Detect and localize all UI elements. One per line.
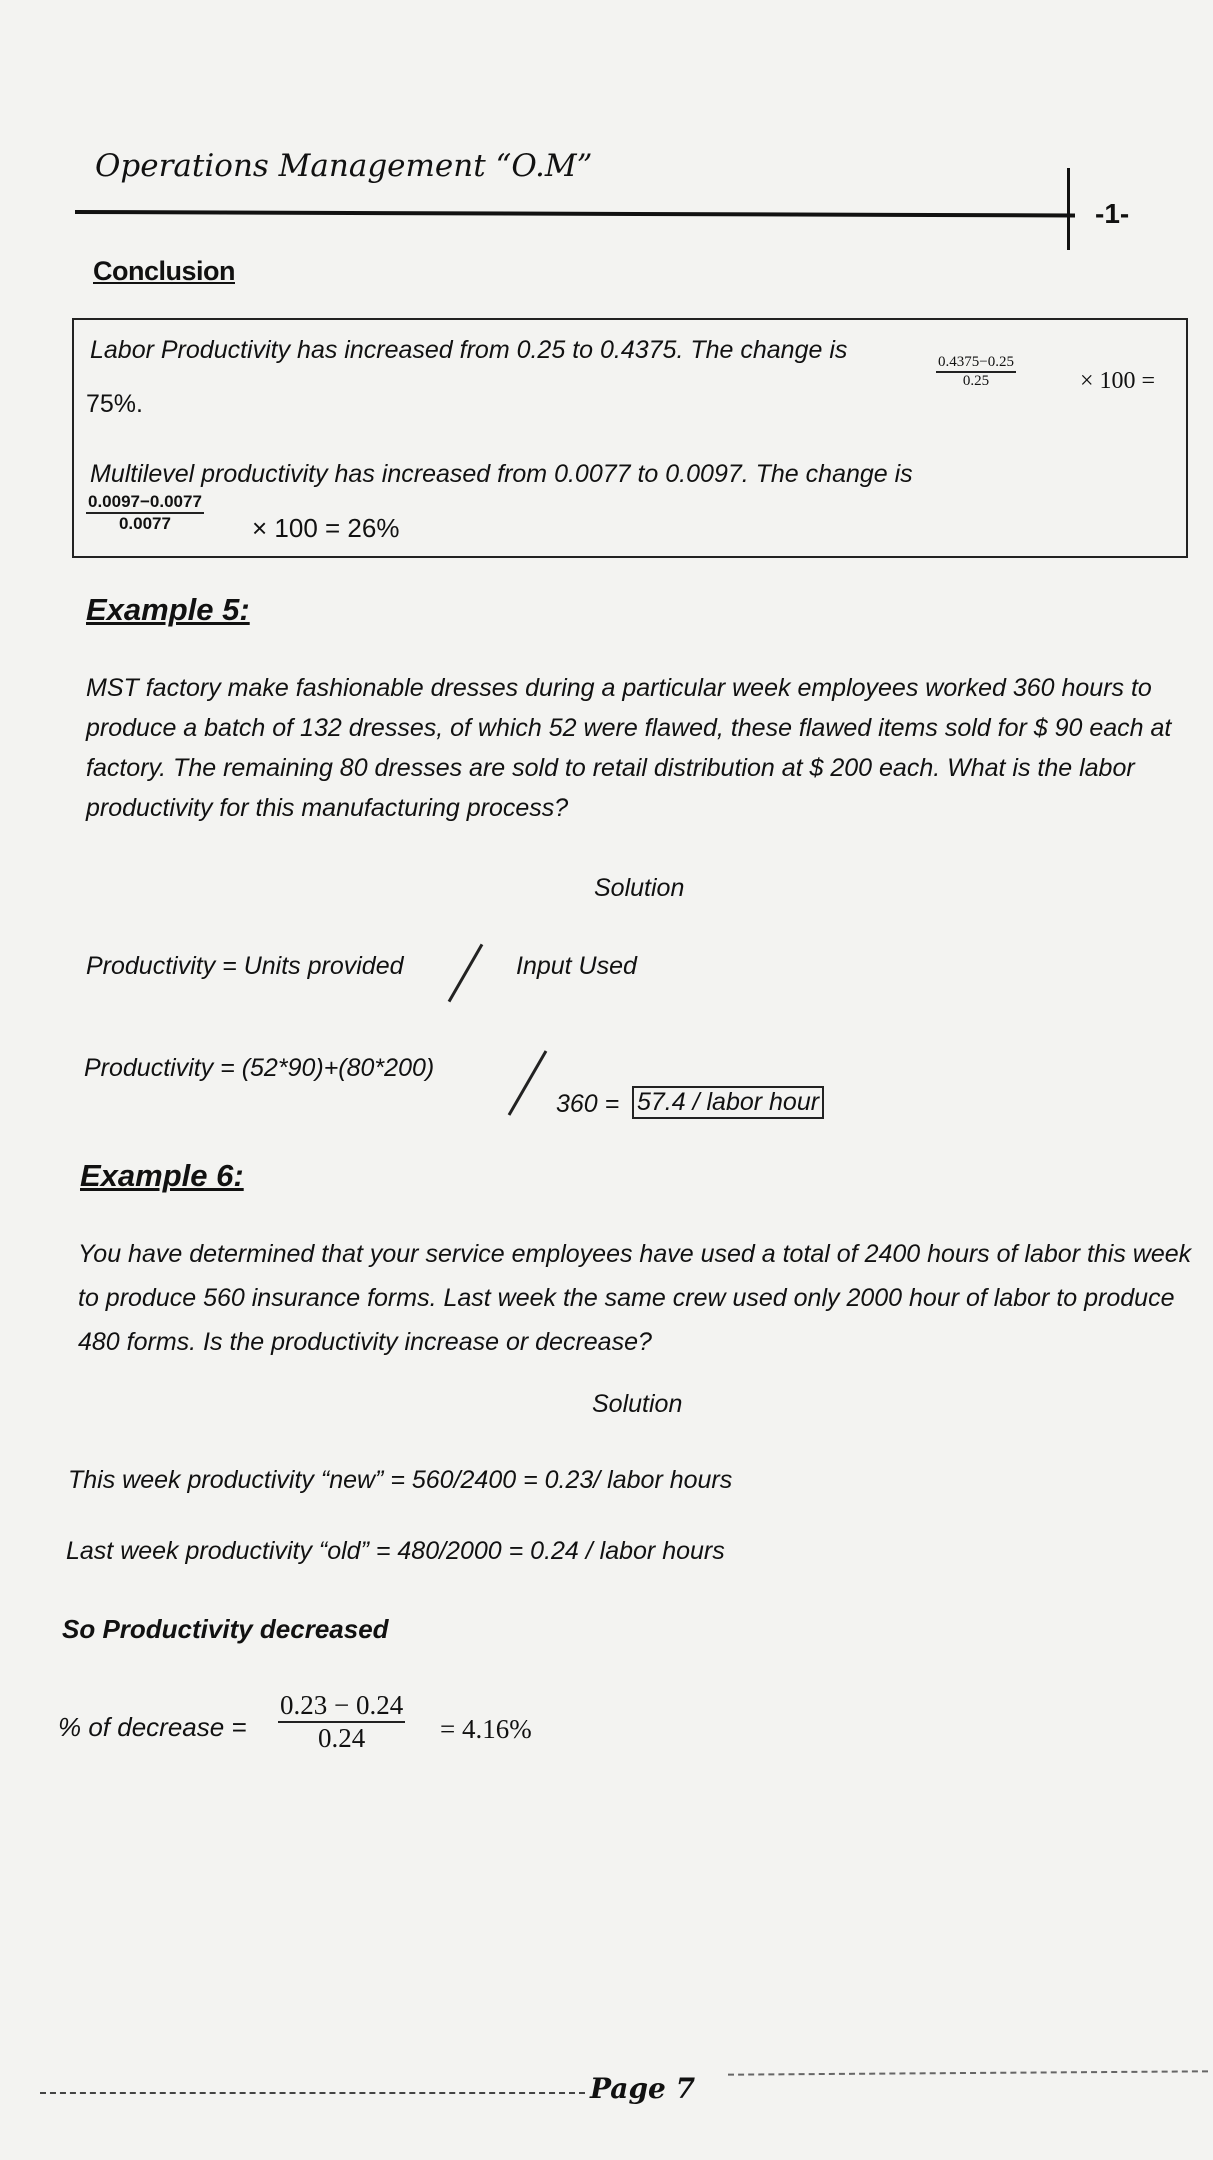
example-6-solution-label: Solution	[592, 1390, 683, 1418]
productivity-calculation-numerator: Productivity = (52*90)+(80*200)	[84, 1054, 435, 1082]
multilevel-productivity-text: Multilevel productivity has increased from 0.0077 to 0.0097. The change is	[90, 460, 913, 488]
example-5-problem: MST factory make fashionable dresses during a particular week employees worked 360 hours to produce a batch of 132 dresses, of which 52 were flawed, these flawed items sold for $ 90 each at factory. The remaining 80 dresses are sold to retail distribution at $ 200 each. What is the labor productivity for this manufacturing process?	[86, 674, 1172, 822]
footer-rule-left	[40, 2092, 585, 2094]
footer-rule-right	[728, 2070, 1208, 2075]
footer-page-number: Page 7	[590, 2072, 696, 2105]
fraction-numerator: 0.4375−0.25	[936, 354, 1016, 373]
header-rule	[75, 210, 1075, 217]
fraction-denominator: 0.25	[962, 373, 990, 389]
fraction-denominator: 0.24	[317, 1723, 366, 1753]
header-divider	[1067, 168, 1070, 250]
example-6-heading: Example 6:	[80, 1158, 244, 1193]
this-week-productivity: This week productivity “new” = 560/2400 = 0.23/ labor hours	[68, 1466, 733, 1494]
productivity-formula-numerator: Productivity = Units provided	[86, 952, 404, 980]
labor-multiplier: × 100 =	[1080, 368, 1156, 394]
conclusion-heading: Conclusion	[93, 256, 235, 286]
fraction-numerator: 0.23 − 0.24	[278, 1690, 405, 1723]
last-week-productivity: Last week productivity “old” = 480/2000 = 0.24 / labor hours	[66, 1537, 725, 1565]
example-6-problem: You have determined that your service employees have used a total of 2400 hours of labor this week to produce 560 insurance forms. Last week the same crew used only 2000 hour of labor to produce 480 forms. Is the productivity increase or decrease?	[78, 1240, 1192, 1356]
header-page-marker: -1-	[1095, 198, 1130, 229]
fraction-denominator: 0.0077	[118, 514, 171, 533]
productivity-conclusion: So Productivity decreased	[62, 1614, 389, 1644]
example-5-solution-label: Solution	[594, 874, 685, 902]
percent-decrease-result: = 4.16%	[440, 1714, 532, 1744]
productivity-formula-denominator: Input Used	[516, 952, 637, 980]
example-5-heading: Example 5:	[86, 592, 250, 627]
fraction-numerator: 0.0097−0.0077	[86, 492, 204, 514]
division-slash	[448, 944, 484, 1003]
percent-decrease-fraction	[278, 1690, 405, 1754]
percent-decrease-label: % of decrease =	[58, 1712, 247, 1742]
labor-change-result: 75%.	[86, 390, 143, 418]
division-slash	[508, 1050, 548, 1116]
multilevel-change-fraction	[86, 492, 204, 534]
multilevel-change-result: × 100 = 26%	[252, 513, 400, 543]
labor-change-fraction	[936, 354, 1016, 390]
productivity-calculation-denominator: 360 =	[556, 1090, 620, 1118]
page-header-title: Operations Management “O.M”	[95, 148, 593, 184]
labor-productivity-text: Labor Productivity has increased from 0.25 to 0.4375. The change is	[90, 336, 848, 364]
productivity-result-boxed: 57.4 / labor hour	[632, 1086, 824, 1119]
